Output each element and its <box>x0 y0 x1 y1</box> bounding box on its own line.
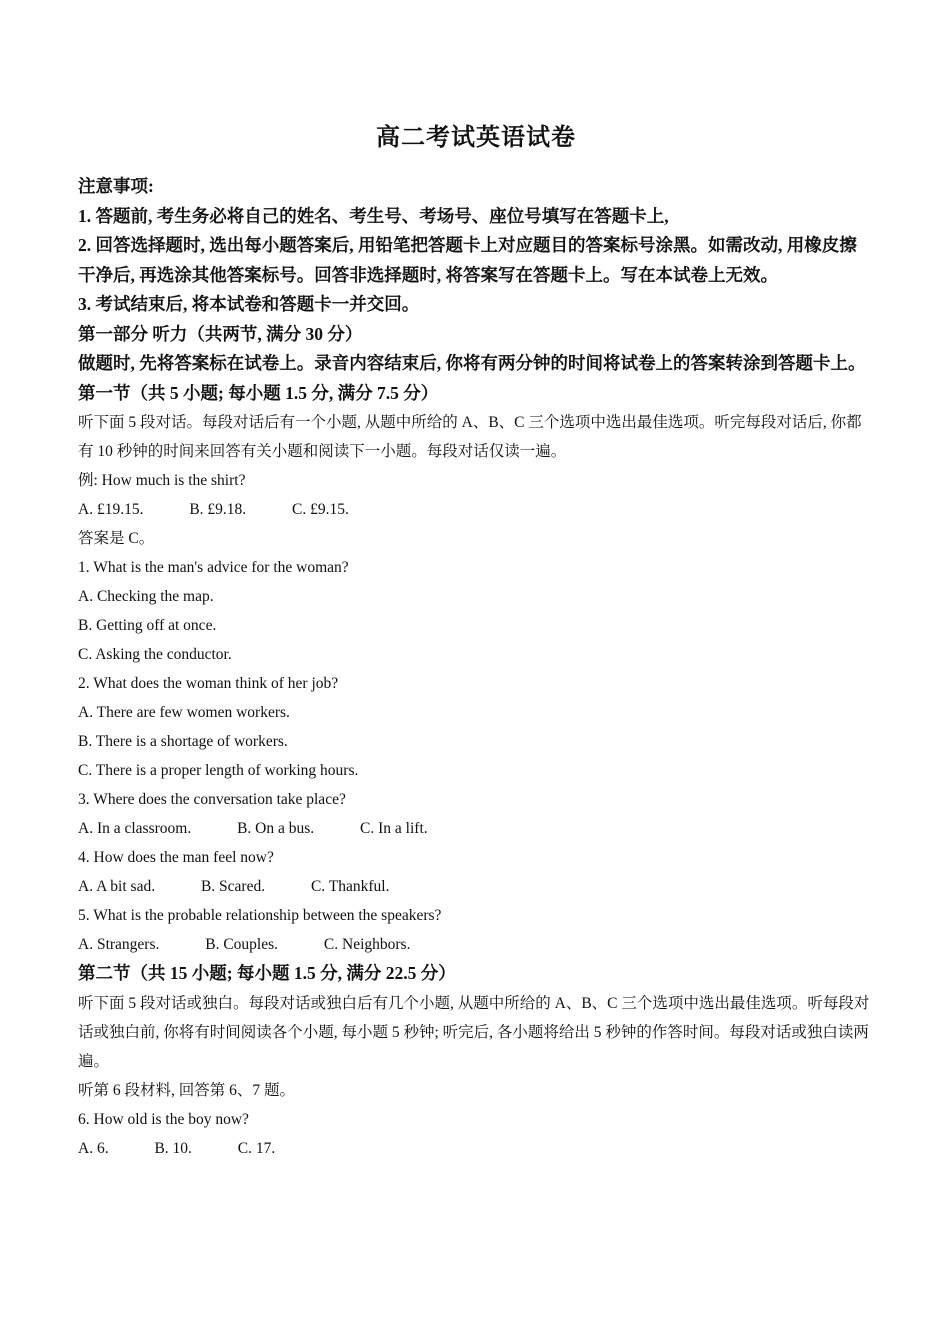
question-2: 2. What does the woman think of her job? <box>78 675 339 692</box>
option-a: A. Strangers. <box>78 936 160 953</box>
notice-item-2: 2. 回答选择题时, 选出每小题答案后, 用铅笔把答题卡上对应题目的答案标号涂黑。如需改动, 用橡皮擦干净后, 再选涂其他答案标号。回答非选择题时, 将答案写在答题卡上。写在本试卷上无效。 <box>78 235 857 285</box>
option-a: A. In a classroom. <box>78 820 192 837</box>
option-b: B. Couples. <box>205 936 279 953</box>
question-5-options <box>78 930 874 959</box>
question-4: 4. How does the man feel now? <box>78 849 274 866</box>
option-c: C. In a lift. <box>360 820 428 837</box>
question-3-options <box>78 814 874 843</box>
option-b: B. Getting off at once. <box>78 617 217 634</box>
notice-item-3: 3. 考试结束后, 将本试卷和答题卡一并交回。 <box>78 294 420 314</box>
option-c: C. Asking the conductor. <box>78 646 232 663</box>
option-a: A. Checking the map. <box>78 588 214 605</box>
question-6-options <box>78 1134 874 1163</box>
option-c: C. There is a proper length of working hours. <box>78 762 359 779</box>
option-c: C. £9.15. <box>292 501 349 518</box>
question-1: 1. What is the man's advice for the woman? <box>78 559 349 576</box>
material-6-note: 听第 6 段材料, 回答第 6、7 题。 <box>78 1081 296 1099</box>
option-b: B. 10. <box>154 1139 192 1157</box>
section2-instruction: 听下面 5 段对话或独白。每段对话或独白后有几个小题, 从题中所给的 A、B、C 三个选项中选出最佳选项。听每段对话或独白前, 你将有时间阅读各个小题, 每小题 5 秒钟; 听完后, 各小题将给出 5 秒钟的作答时间。每段对话或独白读两遍。 <box>78 994 870 1070</box>
question-4-options <box>78 872 874 901</box>
example-options <box>78 495 874 524</box>
option-c: C. Neighbors. <box>323 936 411 953</box>
option-c: C. Thankful. <box>310 878 390 895</box>
question-5: 5. What is the probable relationship between the speakers? <box>78 907 442 924</box>
notice-heading: 注意事项: <box>78 176 154 196</box>
page-title: 高二考试英语试卷 <box>376 125 576 151</box>
option-b: B. Scared. <box>200 878 266 895</box>
section1-instruction: 听下面 5 段对话。每段对话后有一个小题, 从题中所给的 A、B、C 三个选项中选出最佳选项。听完每段对话后, 你都有 10 秒钟的时间来回答有关小题和阅读下一小题。每段对话仅读一遍。 <box>78 414 862 460</box>
part1-instruction: 做题时, 先将答案标在试卷上。录音内容结束后, 你将有两分钟的时间将试卷上的答案转涂到答题卡上。 <box>78 353 866 373</box>
option-c: C. 17. <box>237 1139 276 1157</box>
option-b: B. On a bus. <box>237 820 315 837</box>
notice-item-1: 1. 答题前, 考生务必将自己的姓名、考生号、考场号、座位号填写在答题卡上, <box>78 205 669 226</box>
option-a: A. A bit sad. <box>78 878 156 895</box>
option-a: A. There are few women workers. <box>78 704 290 721</box>
example-answer: 答案是 C。 <box>78 530 155 547</box>
option-a: A. 6. <box>78 1139 109 1157</box>
question-3: 3. Where does the conversation take place? <box>78 791 346 808</box>
option-b: B. There is a shortage of workers. <box>78 733 288 750</box>
part1-heading: 第一部分 听力（共两节, 满分 30 分） <box>78 323 363 344</box>
question-6: 6. How old is the boy now? <box>78 1110 249 1128</box>
section2-heading: 第二节（共 15 小题; 每小题 1.5 分, 满分 22.5 分） <box>78 963 456 983</box>
section1-heading: 第一节（共 5 小题; 每小题 1.5 分, 满分 7.5 分） <box>78 382 439 403</box>
exam-page <box>78 118 874 1163</box>
option-a: A. £19.15. <box>78 501 144 518</box>
option-b: B. £9.18. <box>189 501 247 518</box>
example-question: 例: How much is the shirt? <box>78 472 246 489</box>
